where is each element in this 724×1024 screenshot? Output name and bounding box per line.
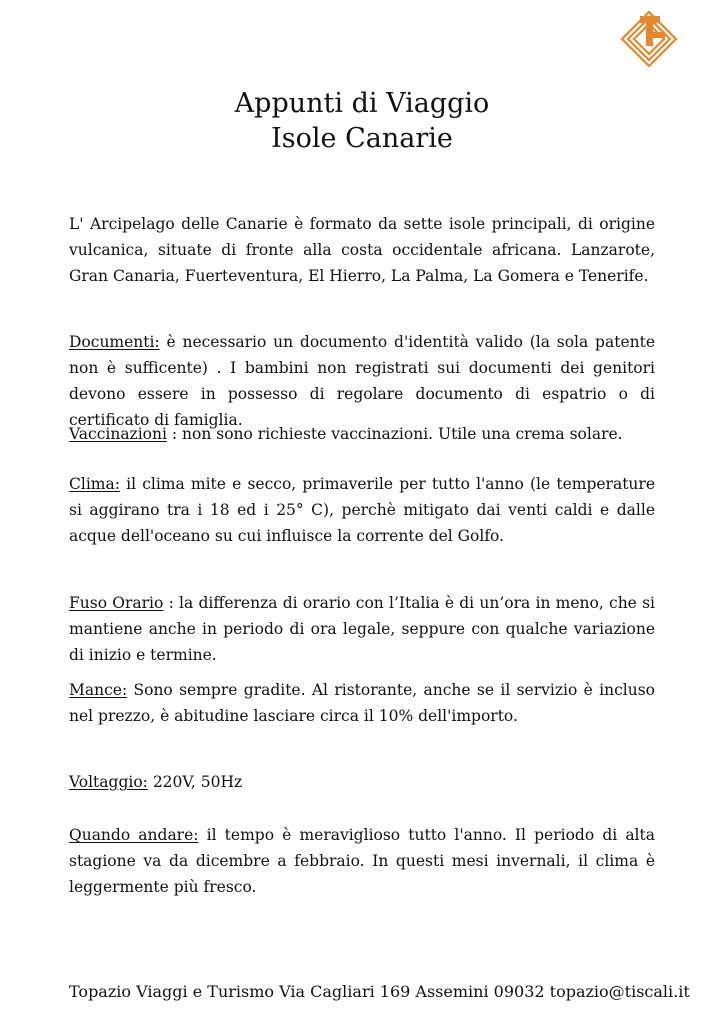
mance-label: Mance:	[69, 681, 128, 699]
title-line-1: Appunti di Viaggio	[234, 88, 490, 119]
quando-andare-text: il tempo è meraviglioso tutto l'anno. Il periodo di alta stagione va da dicembre a febbraio. In questi mesi invernali, il clima è leggermente più fresco.	[69, 826, 655, 896]
footer-contact: Topazio Viaggi e Turismo Via Cagliari 169 Assemini 09032 topazio@tiscali.it	[69, 982, 690, 1001]
page-title	[0, 86, 724, 156]
vaccinazioni-paragraph	[69, 421, 655, 447]
vaccinazioni-label: Vaccinazioni	[69, 425, 167, 443]
clima-paragraph	[69, 471, 655, 549]
documenti-label: Documenti:	[69, 333, 160, 351]
vaccinazioni-text: : non sono richieste vaccinazioni. Utile una crema solare.	[166, 425, 623, 443]
fuso-orario-label: Fuso Orario	[69, 594, 164, 612]
voltaggio-paragraph	[69, 769, 655, 795]
voltaggio-label: Voltaggio:	[69, 773, 148, 791]
fuso-orario-paragraph	[69, 590, 655, 668]
mance-paragraph	[69, 677, 655, 729]
company-logo-icon	[620, 10, 678, 68]
voltaggio-text: 220V, 50Hz	[147, 773, 243, 791]
title-line-2: Isole Canarie	[271, 123, 453, 154]
clima-label: Clima:	[69, 475, 120, 493]
fuso-orario-text: : la differenza di orario con l’Italia è di un’ora in meno, che si mantiene anche in periodo di ora legale, seppure con qualche variazione di inizio e termine.	[69, 594, 655, 664]
documenti-text: è necessario un documento d'identità valido (la sola patente non è sufficente) . I bambini non registrati sui documenti dei genitori devono essere in possesso di regolare documento di espatrio o di certificato di famiglia.	[69, 333, 655, 429]
quando-andare-paragraph	[69, 822, 655, 900]
documenti-paragraph	[69, 329, 655, 433]
mance-text: Sono sempre gradite. Al ristorante, anche se il servizio è incluso nel prezzo, è abitudine lasciare circa il 10% dell'importo.	[69, 681, 655, 725]
intro-paragraph: L' Arcipelago delle Canarie è formato da sette isole principali, di origine vulcanica, situate di fronte alla costa occidentale africana. Lanzarote, Gran Canaria, Fuerteventura, El Hierro, La Palma, La Gomera e Tenerife.	[69, 215, 655, 285]
quando-andare-label: Quando andare:	[69, 826, 199, 844]
clima-text: il clima mite e secco, primaverile per tutto l'anno (le temperature si aggirano tra i 18 ed i 25° C), perchè mitigato dai venti caldi e dalle acque dell'oceano su cui influisce la corrente del Golfo.	[69, 475, 655, 545]
